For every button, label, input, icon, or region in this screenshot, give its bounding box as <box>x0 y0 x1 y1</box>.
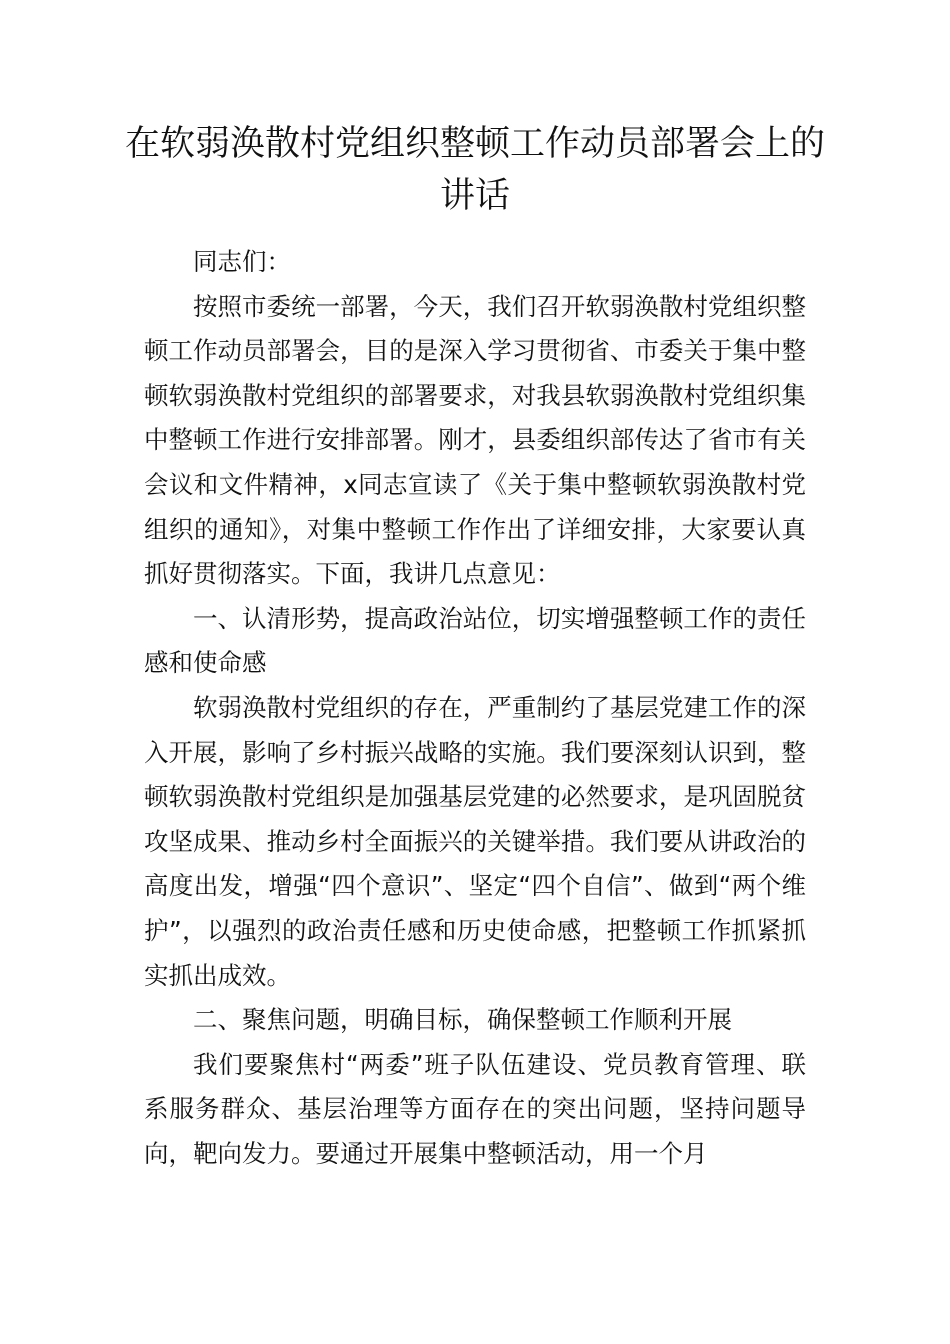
body-paragraph-1: 软弱涣散村党组织的存在，严重制约了基层党建工作的深入开展，影响了乡村振兴战略的实施。我们要深刻认识到，整顿软弱涣散村党组织是加强基层党建的必然要求，是巩固脱贫攻坚成果、推动乡村全面振兴的关键举措。我们要从讲政治的高度出发，增强“四个意识”、坚定“四个自信”、做到“两个维护”，以强烈的政治责任感和历史使命感，把整顿工作抓紧抓实抓出成效。 <box>144 692 806 990</box>
document-body <box>144 240 806 1176</box>
body-paragraph-2: 我们要聚焦村“两委”班子队伍建设、党员教育管理、联系服务群众、基层治理等方面存在的突出问题，坚持问题导向，靶向发力。要通过开展集中整顿活动，用一个月 <box>144 1049 806 1168</box>
section-heading-1: 一、认清形势，提高政治站位，切实增强整顿工作的责任感和使命感 <box>144 603 806 678</box>
salutation-paragraph: 同志们： <box>193 247 291 276</box>
document-title: 在软弱涣散村党组织整顿工作动员部署会上的讲话 <box>124 124 825 216</box>
section-heading-2: 二、聚焦问题，明确目标，确保整顿工作顺利开展 <box>193 1005 732 1035</box>
intro-paragraph: 按照市委统一部署，今天，我们召开软弱涣散村党组织整顿工作动员部署会，目的是深入学习贯彻省、市委关于集中整顿软弱涣散村党组织的部署要求，对我县软弱涣散村党组织集中整顿工作进行安排部署。刚才，县委组织部传达了省市有关会议和文件精神，x同志宣读了《关于集中整顿软弱涣散村党组织的通知》，对集中整顿工作作出了详细安排，大家要认真抓好贯彻落实。下面，我讲几点意见： <box>144 291 806 589</box>
